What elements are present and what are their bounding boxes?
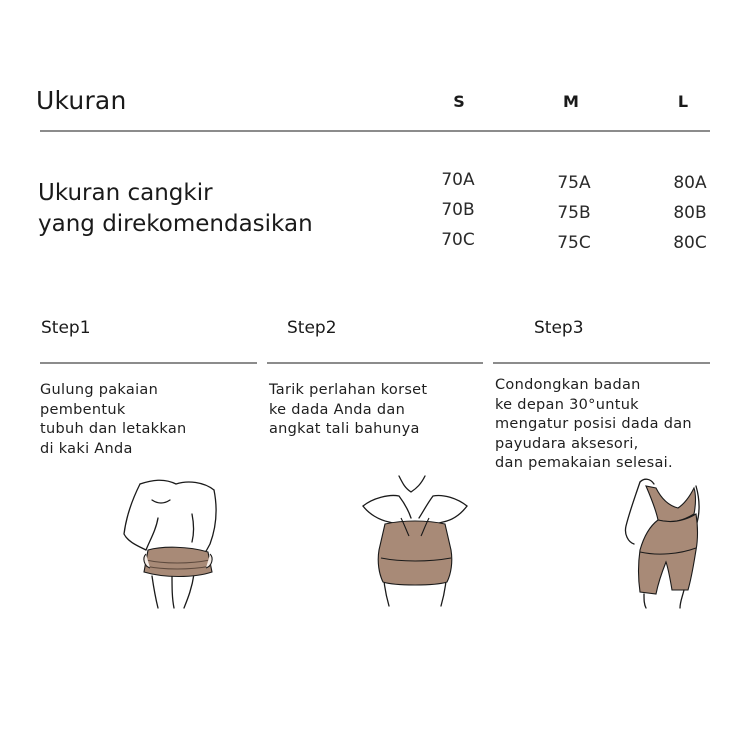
step3-instruction: Condongkan badan ke depan 30°untuk mengatur posisi dada dan payudara aksesori, dan pemakaian selesai. [495, 377, 692, 471]
pulling-corset-up-icon [355, 470, 475, 610]
step2-title: Step2 [287, 318, 337, 338]
step1-instruction: Gulung pakaian pembentuk tubuh dan letakkan di kaki Anda [40, 382, 187, 457]
cup-size-value: 80C [673, 233, 707, 253]
cup-column-s [428, 165, 488, 255]
header-divider [40, 130, 710, 132]
recommended-cup-label [38, 178, 313, 240]
wearing-complete-icon [600, 470, 720, 610]
size-header-l: L [677, 92, 689, 111]
rolled-garment-at-legs-icon [112, 470, 232, 610]
size-table-title: Ukuran [36, 86, 127, 115]
recommended-cup-label-line2: yang direkomendasikan [38, 211, 313, 237]
cup-size-value: 75C [557, 233, 591, 253]
step1-divider [40, 362, 257, 364]
cup-size-value: 75B [557, 203, 591, 223]
recommended-cup-label-line1: Ukuran cangkir [38, 180, 213, 206]
step3-divider [493, 362, 710, 364]
size-header-m: M [563, 92, 579, 111]
cup-size-value: 70B [441, 200, 475, 220]
cup-size-value: 80B [673, 203, 707, 223]
step2-instruction: Tarik perlahan korset ke dada Anda dan angkat tali bahunya [269, 382, 428, 437]
size-header-s: S [453, 92, 465, 111]
step1-title: Step1 [41, 318, 91, 338]
cup-size-value: 75A [557, 173, 591, 193]
step2-divider [267, 362, 483, 364]
cup-size-value: 80A [673, 173, 707, 193]
cup-column-l [660, 168, 720, 258]
cup-size-value: 70A [441, 170, 475, 190]
step3-title: Step3 [534, 318, 584, 338]
cup-column-m [544, 168, 604, 258]
cup-size-value: 70C [441, 230, 475, 250]
